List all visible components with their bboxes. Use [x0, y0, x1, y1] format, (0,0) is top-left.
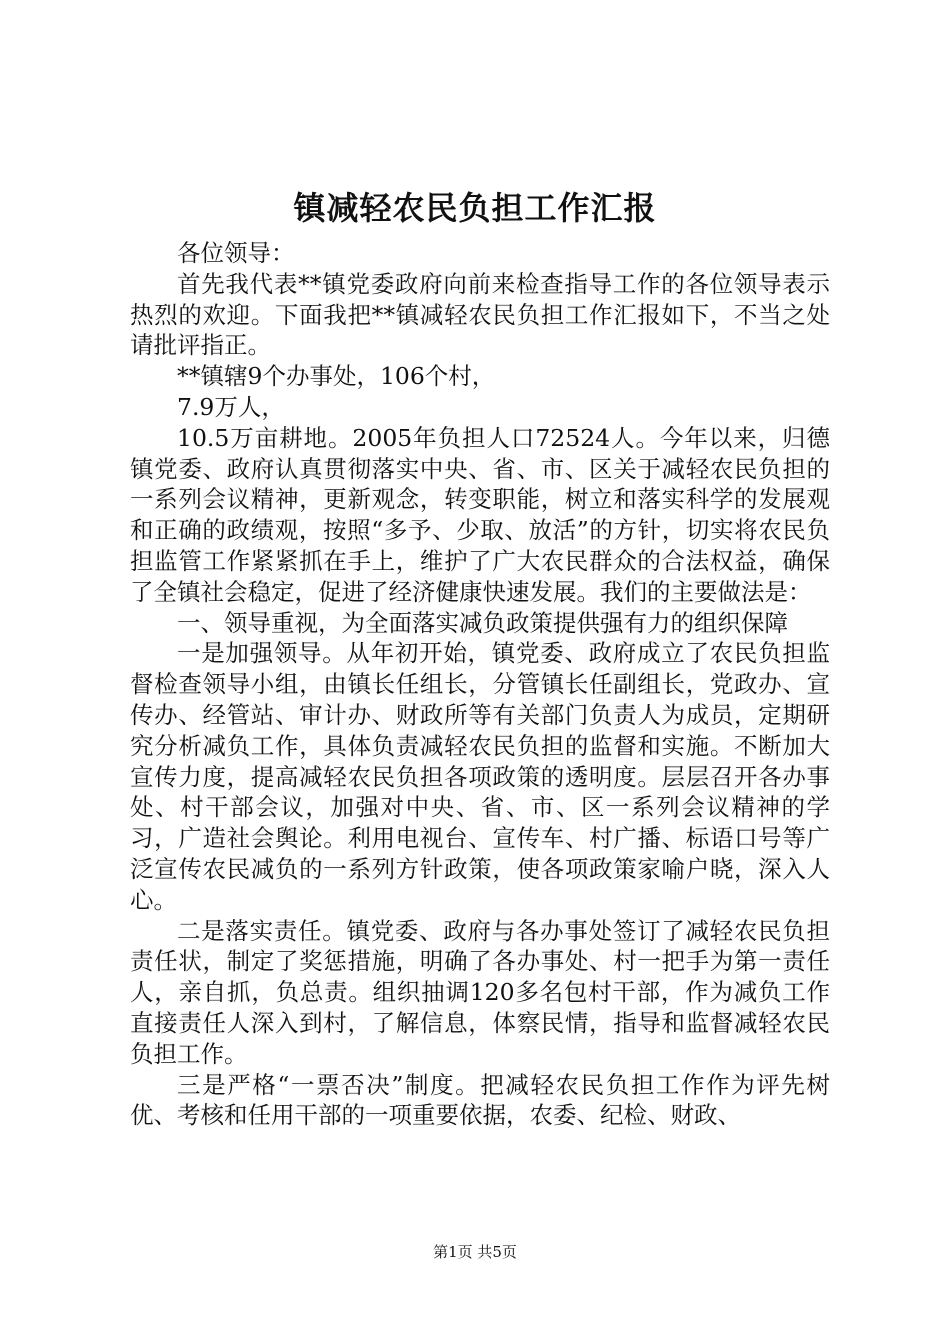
- paragraph-jurisdiction: **镇辖9个办事处，106个村，: [177, 362, 496, 391]
- paragraph-responsibility: 二是落实责任。镇党委、政府与各办事处签订了减轻农民负担责任状，制定了奖惩措施，明确了各办事处、村一把手为第一责任人，亲自抓，负总责。组织抽调120多名包村干部，作为减负工作直接责任人深入到村，了解信息，体察民情，指导和监督减轻农民负担工作。: [130, 916, 830, 1068]
- paragraph-veto-system: 三是严格“一票否决”制度。把减轻农民负担工作作为评先树优、考核和任用干部的一项重要依据，农委、纪检、财政、: [130, 1070, 830, 1130]
- document-body: [130, 238, 830, 1131]
- section-heading-1: 一、领导重视，为全面落实减负政策提供强有力的组织保障: [177, 608, 788, 637]
- paragraph-population: 7.9万人，: [177, 392, 285, 421]
- paragraph-leadership: 一是加强领导。从年初开始，镇党委、政府成立了农民负担监督检查领导小组，由镇长任组长，分管镇长任副组长，党政办、宣传办、经管站、审计办、财政所等有关部门负责人为成员，定期研究分析减负工作，具体负责减轻农民负担的监督和实施。不断加大宣传力度，提高减轻农民负担各项政策的透明度。层层召开各办事处、村干部会议，加强对中央、省、市、区一系列会议精神的学习，广造社会舆论。利用电视台、宣传车、村广播、标语口号等广泛宣传农民减负的一系列方针政策，使各项政策家喻户晓，深入人心。: [130, 639, 830, 914]
- paragraph-salutation: 各位领导：: [177, 239, 295, 267]
- paragraph-overview: 10.5万亩耕地。2005年负担人口72524人。今年以来，归德镇党委、政府认真贯彻落实中央、省、市、区关于减轻农民负担的一系列会议精神，更新观念，转变职能，树立和落实科学的发展观和正确的政绩观，按照“多予、少取、放活”的方针，切实将农民负担监管工作紧紧抓在手上，维护了广大农民群众的合法权益，确保了全镇社会稳定，促进了经济健康快速发展。我们的主要做法是：: [130, 423, 830, 606]
- page-number-footer: 第1页 共5页: [433, 1243, 517, 1261]
- paragraph-welcome: 首先我代表**镇党委政府向前来检查指导工作的各位领导表示热烈的欢迎。下面我把**镇减轻农民负担工作汇报如下，不当之处请批评指正。: [130, 269, 830, 360]
- document-title: 镇减轻农民负担工作汇报: [293, 189, 657, 227]
